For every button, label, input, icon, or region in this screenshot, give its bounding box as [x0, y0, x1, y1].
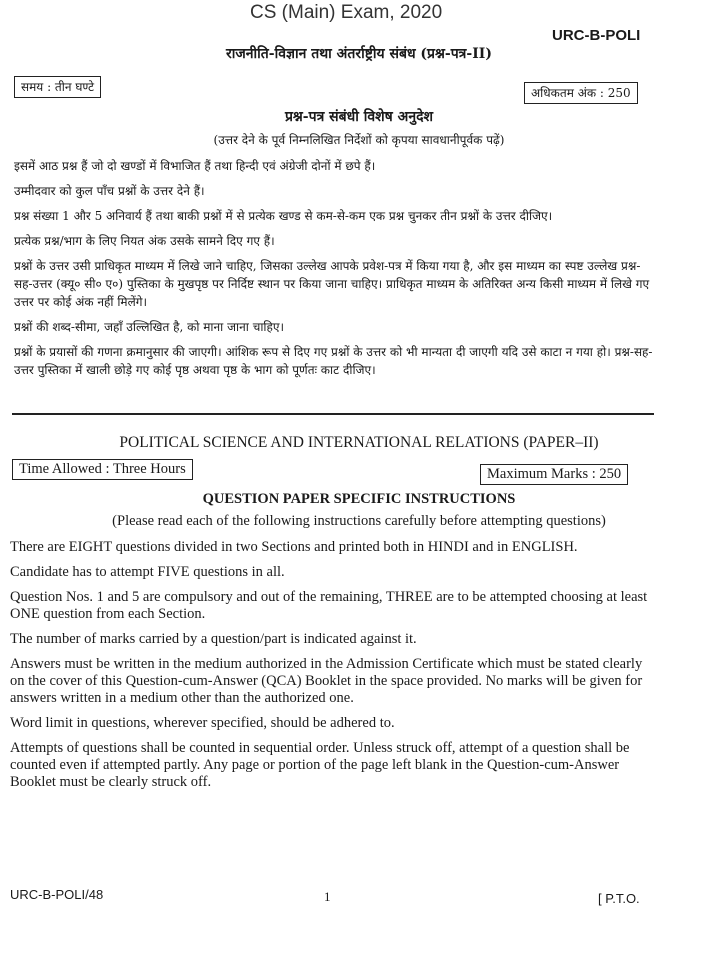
hindi-instruction: प्रश्नों की शब्द-सीमा, जहाँ उल्लिखित है, को माना जाना चाहिए। [14, 320, 285, 334]
page-number: 1 [324, 889, 331, 904]
english-heading: QUESTION PAPER SPECIFIC INSTRUCTIONS [202, 491, 516, 507]
hindi-instruction: प्रश्नों के प्रयासों की गणना क्रमानुसार की जाएगी। आंशिक रूप से दिए गए प्रश्नों के उत्तर को भी मान्यता दी जाएगी यदि उसे काटा न गया हो। प्रश्न-सह-उत्तर पुस्तिका में खाली छोड़े गए कोई पृष्ठ अथवा पृष्ठ के भाग को पूर्णतः काट दीजिए। [14, 345, 653, 377]
english-instruction: There are EIGHT questions divided in two Sections and printed both in HINDI and in ENGLISH. [10, 539, 578, 555]
english-instruction: Word limit in questions, wherever specified, should be adhered to. [10, 715, 395, 731]
english-instructions [10, 539, 653, 791]
footer-code: URC-B-POLI/48 [10, 887, 104, 902]
english-instruction: Question Nos. 1 and 5 are compulsory and out of the remaining, THREE are to be attempted choosing at least ONE question from each Section. [10, 589, 648, 622]
english-instruction: Answers must be written in the medium authorized in the Admission Certificate which must be stated clearly on the cover of this Question-cum-Answer (QCA) Booklet in the space provided. No marks will be given for answers written in a medium other than the authorized one. [10, 656, 643, 706]
english-time-box: Time Allowed : Three Hours [12, 459, 193, 480]
english-instruction: Candidate has to attempt FIVE questions in all. [10, 564, 285, 580]
english-instruction: Attempts of questions shall be counted in sequential order. Unless struck off, attempt of a question shall be counted even if attempted partly. Any page or portion of the page left blank in the Question-cum-Answer Booklet must be clearly struck off. [10, 740, 630, 790]
hindi-instruction: प्रश्न संख्या 1 और 5 अनिवार्य हैं तथा बाकी प्रश्नों में से प्रत्येक खण्ड से कम-से-कम एक प्रश्न चुनकर तीन प्रश्नों के उत्तर दीजिए। [14, 209, 553, 223]
hindi-subject: राजनीति-विज्ञान तथा अंतर्राष्ट्रीय संबंध (प्रश्न-पत्र-II) [226, 46, 492, 62]
hindi-instruction: प्रत्येक प्रश्न/भाग के लिए नियत अंक उसके सामने दिए गए हैं। [14, 234, 275, 248]
pto-label: [ P.T.O. [598, 891, 640, 906]
english-marks-box: Maximum Marks : 250 [480, 464, 628, 485]
hindi-instruction: उम्मीदवार को कुल पाँच प्रश्नों के उत्तर देने हैं। [14, 184, 205, 198]
hindi-instruction: इसमें आठ प्रश्न हैं जो दो खण्डों में विभाजित हैं तथा हिन्दी एवं अंग्रेजी दोनों में छपे हैं। [14, 159, 376, 173]
english-subject: POLITICAL SCIENCE AND INTERNATIONAL RELATIONS (PAPER–II) [119, 434, 599, 451]
paper-code: URC-B-POLI [552, 27, 641, 44]
hindi-subheading: (उत्तर देने के पूर्व निम्नलिखित निर्देशों को कृपया सावधानीपूर्वक पढ़ें) [213, 133, 505, 147]
hindi-instruction: प्रश्नों के उत्तर उसी प्राधिकृत माध्यम में लिखे जाने चाहिए, जिसका उल्लेख आपके प्रवेश-पत्र में किया गया है, और इस माध्यम का स्पष्ट उल्लेख प्रश्न-सह-उत्तर (क्यू० सी० ए०) पुस्तिका के मुखपृष्ठ पर निर्दिष्ट स्थान पर किया जाना चाहिए। प्राधिकृत माध्यम के अतिरिक्त अन्य किसी माध्यम में लिखे गए उत्तर पर कोई अंक नहीं मिलेंगे। [14, 259, 650, 309]
hindi-instructions [14, 157, 656, 379]
hindi-time-box: समय : तीन घण्टे [14, 76, 101, 98]
divider [12, 413, 654, 415]
hindi-marks-box: अधिकतम अंक : 250 [524, 82, 638, 104]
exam-title: CS (Main) Exam, 2020 [250, 2, 443, 23]
english-instruction: The number of marks carried by a question/part is indicated against it. [10, 631, 417, 647]
english-subheading: (Please read each of the following instructions carefully before attempting questions) [112, 513, 606, 529]
hindi-heading: प्रश्न-पत्र संबंधी विशेष अनुदेश [284, 109, 434, 125]
